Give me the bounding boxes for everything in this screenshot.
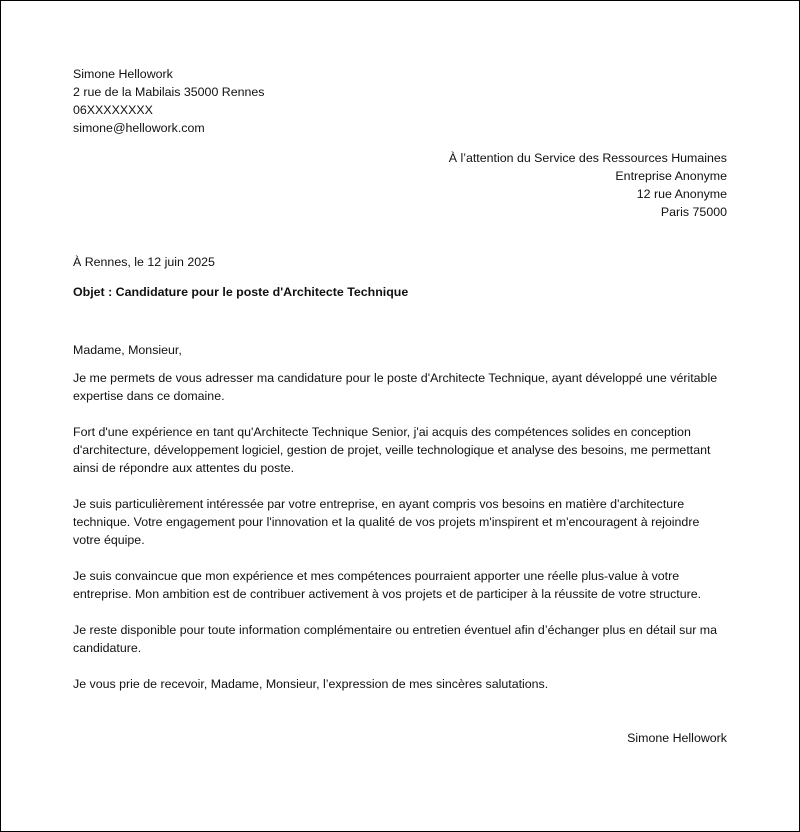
recipient-company: Entreprise Anonyme bbox=[615, 169, 727, 183]
body-paragraph: Je suis convaincue que mon expérience et mes compétences pourraient apporter une réelle plus-value à votre entreprise. Mon ambition est de contribuer activement à vos projets et de participer à la réussite de votre structure. bbox=[73, 569, 702, 601]
letter-content bbox=[73, 65, 727, 747]
date-line: À Rennes, le 12 juin 2025 bbox=[73, 255, 215, 269]
signature: Simone Hellowork bbox=[627, 731, 727, 745]
body-paragraph: Fort d'une expérience en tant qu'Architecte Technique Senior, j'ai acquis des compétences solides en conception d'architecture, développement logiciel, gestion de projet, veille technologique et analyse des besoins, me permettant ainsi de répondre aux attentes du poste. bbox=[73, 425, 711, 475]
body-paragraph: Je me permets de vous adresser ma candidature pour le poste d'Architecte Technique, ayant développé une véritable expertise dans ce domaine. bbox=[73, 371, 718, 403]
recipient-street: 12 rue Anonyme bbox=[636, 187, 727, 201]
body-paragraph: Je reste disponible pour toute information complémentaire ou entretien éventuel afin d’échanger plus en détail sur ma candidature. bbox=[73, 623, 718, 655]
sender-address: 2 rue de la Mabilais 35000 Rennes bbox=[73, 85, 265, 99]
salutation: Madame, Monsieur, bbox=[73, 343, 182, 357]
recipient-block bbox=[73, 149, 727, 221]
closing-paragraph: Je vous prie de recevoir, Madame, Monsieur, l’expression de mes sincères salutations. bbox=[73, 677, 549, 691]
recipient-attention: À l’attention du Service des Ressources Humaines bbox=[448, 151, 727, 165]
subject-line: Objet : Candidature pour le poste d'Architecte Technique bbox=[73, 285, 409, 299]
sender-email: simone@hellowork.com bbox=[73, 121, 205, 135]
recipient-city: Paris 75000 bbox=[660, 205, 727, 219]
body-paragraph: Je suis particulièrement intéressée par votre entreprise, en ayant compris vos besoins en matière d'architecture technique. Votre engagement pour l'innovation et la qualité de vos projets m'inspirent et m'encouragent à rejoindre votre équipe. bbox=[73, 497, 700, 547]
sender-phone: 06XXXXXXXX bbox=[73, 103, 153, 117]
sender-block bbox=[73, 65, 727, 137]
sender-name: Simone Hellowork bbox=[73, 67, 173, 81]
